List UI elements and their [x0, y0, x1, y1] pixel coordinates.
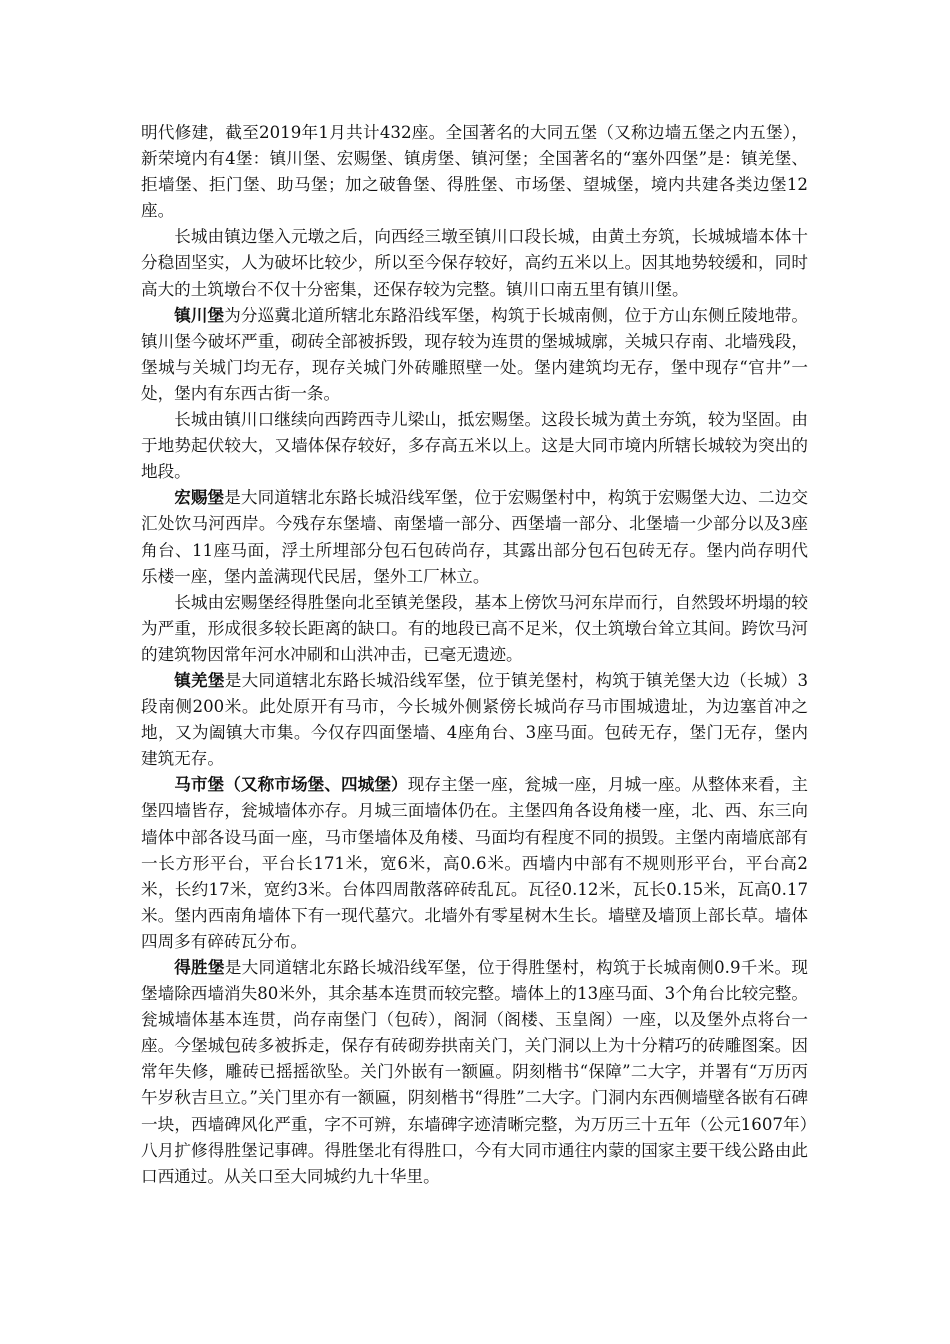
paragraph-lead: 马市堡（又称市场堡、四城堡） [174, 775, 408, 795]
paragraph-text: 长城由宏赐堡经得胜堡向北至镇羌堡段，基本上傍饮马河东岸而行，自然毁坏坍塌的较为严重，形成很多较长距离的缺口。有的地段已高不足米，仅土筑墩台耸立其间。跨饮马河的建筑物因常年河水冲刷和山洪冲击，已毫无遗迹。 [141, 592, 808, 664]
paragraph-text: 是大同道辖北东路长城沿线军堡，位于宏赐堡村中，构筑于宏赐堡大边、二边交汇处饮马河西岸。今残存东堡墙、南堡墙一部分、西堡墙一部分、北堡墙一少部分以及3座角台、11座马面，浮土所埋部分包石包砖尚存，其露出部分包石包砖无存。堡内尚存明代乐楼一座，堡内盖满现代民居，堡外工厂林立。 [141, 488, 808, 586]
paragraph-text: 明代修建，截至2019年1月共计432座。全国著名的大同五堡（又称边墙五堡之内五堡），新荣境内有4堡：镇川堡、宏赐堡、镇虏堡、镇河堡；全国著名的“塞外四堡”是：镇羌堡、拒墙堡、拒门堡、助马堡；加之破鲁堡、得胜堡、市场堡、望城堡，境内共建各类边堡12座。 [141, 123, 808, 221]
paragraph-zhenqiangbao [141, 668, 808, 772]
paragraph-hongcibao [141, 485, 808, 589]
paragraph-zhenchuankou [141, 224, 808, 302]
paragraph-xisierliang [141, 407, 808, 485]
paragraph-intro [141, 120, 808, 224]
paragraph-yinmahe [141, 590, 808, 668]
paragraph-lead: 镇川堡 [174, 305, 225, 325]
paragraph-lead: 宏赐堡 [174, 488, 225, 508]
paragraph-text: 是大同道辖北东路长城沿线军堡，位于得胜堡村，构筑于长城南侧0.9千米。现堡墙除西墙消失80米外，其余基本连贯而较完整。墙体上的13座马面、3个角台比较完整。瓮城墙体基本连贯，尚存南堡门（包砖），阁洞（阁楼、玉皇阁）一座，以及堡外点将台一座。今堡城包砖多被拆走，保存有砖砌券拱南关门，关门洞以上为十分精巧的砖雕图案。因常年失修，雕砖已摇摇欲坠。关门外嵌有一额匾。阴刻楷书“保障”二大字，并署有“万历丙午岁秋吉旦立。”关门里亦有一额匾，阴刻楷书“得胜”二大字。门洞内东西侧墙壁各嵌有石碑一块，西墙碑风化严重，字不可辨，东墙碑字迹清晰完整，为万历三十五年（公元1607年）八月扩修得胜堡记事碑。得胜堡北有得胜口，今有大同市通往内蒙的国家主要干线公路由此口西通过。从关口至大同城约九十华里。 [141, 958, 809, 1186]
paragraph-text: 长城由镇川口继续向西跨西寺儿梁山，抵宏赐堡。这段长城为黄土夯筑，较为坚固。由于地势起伏较大，又墙体保存较好，多存高五米以上。这是大同市境内所辖长城较为突出的地段。 [141, 410, 808, 482]
paragraph-text: 是大同道辖北东路长城沿线军堡，位于镇羌堡村，构筑于镇羌堡大边（长城）3段南侧200米。此处原开有马市，今长城外侧紧傍长城尚存马市围城遗址，为边塞首冲之地，又为阖镇大市集。今仅存四面堡墙、4座角台、3座马面。包砖无存，堡门无存，堡内建筑无存。 [141, 670, 809, 769]
paragraph-text: 长城由镇边堡入元墩之后，向西经三墩至镇川口段长城，由黄土夯筑，长城城墙本体十分稳固坚实，人为破坏比较少，所以至今保存较好，高约五米以上。因其地势较缓和，同时高大的土筑墩台不仅十分密集，还保存较为完整。镇川口南五里有镇川堡。 [141, 227, 808, 299]
paragraph-mashibao [141, 772, 808, 955]
paragraph-lead: 镇羌堡 [174, 670, 225, 690]
paragraph-deshengbao [141, 955, 808, 1190]
paragraph-zhenchuanbao [141, 303, 808, 407]
document-body [141, 120, 808, 1190]
paragraph-text: 为分巡冀北道所辖北东路沿线军堡，构筑于长城南侧，位于方山东侧丘陵地带。镇川堡今破坏严重，砌砖全部被拆毁，现存较为连贯的堡城城廓，关城只存南、北墙残段，堡城与关城门均无存，现存关城门外砖雕照壁一处。堡内建筑均无存，堡中现存“官井”一处，堡内有东西古街一条。 [141, 305, 808, 403]
paragraph-text: 现存主堡一座，瓮城一座，月城一座。从整体来看，主堡四墙皆存，瓮城墙体亦存。月城三面墙体仍在。主堡四角各设角楼一座，北、西、东三向墙体中部各设马面一座，马市堡墙体及角楼、马面均有程度不同的损毁。主堡内南墙底部有一长方形平台，平台长171米，宽6米，高0.6米。西墙内中部有不规则形平台，平台高2米，长约17米，宽约3米。台体四周散落碎砖乱瓦。瓦径0.12米，瓦长0.15米，瓦高0.17米。堡内西南角墙体下有一现代墓穴。北墙外有零星树木生长。墙壁及墙顶上部长草。墙体四周多有碎砖瓦分布。 [141, 775, 809, 951]
paragraph-lead: 得胜堡 [174, 958, 225, 977]
